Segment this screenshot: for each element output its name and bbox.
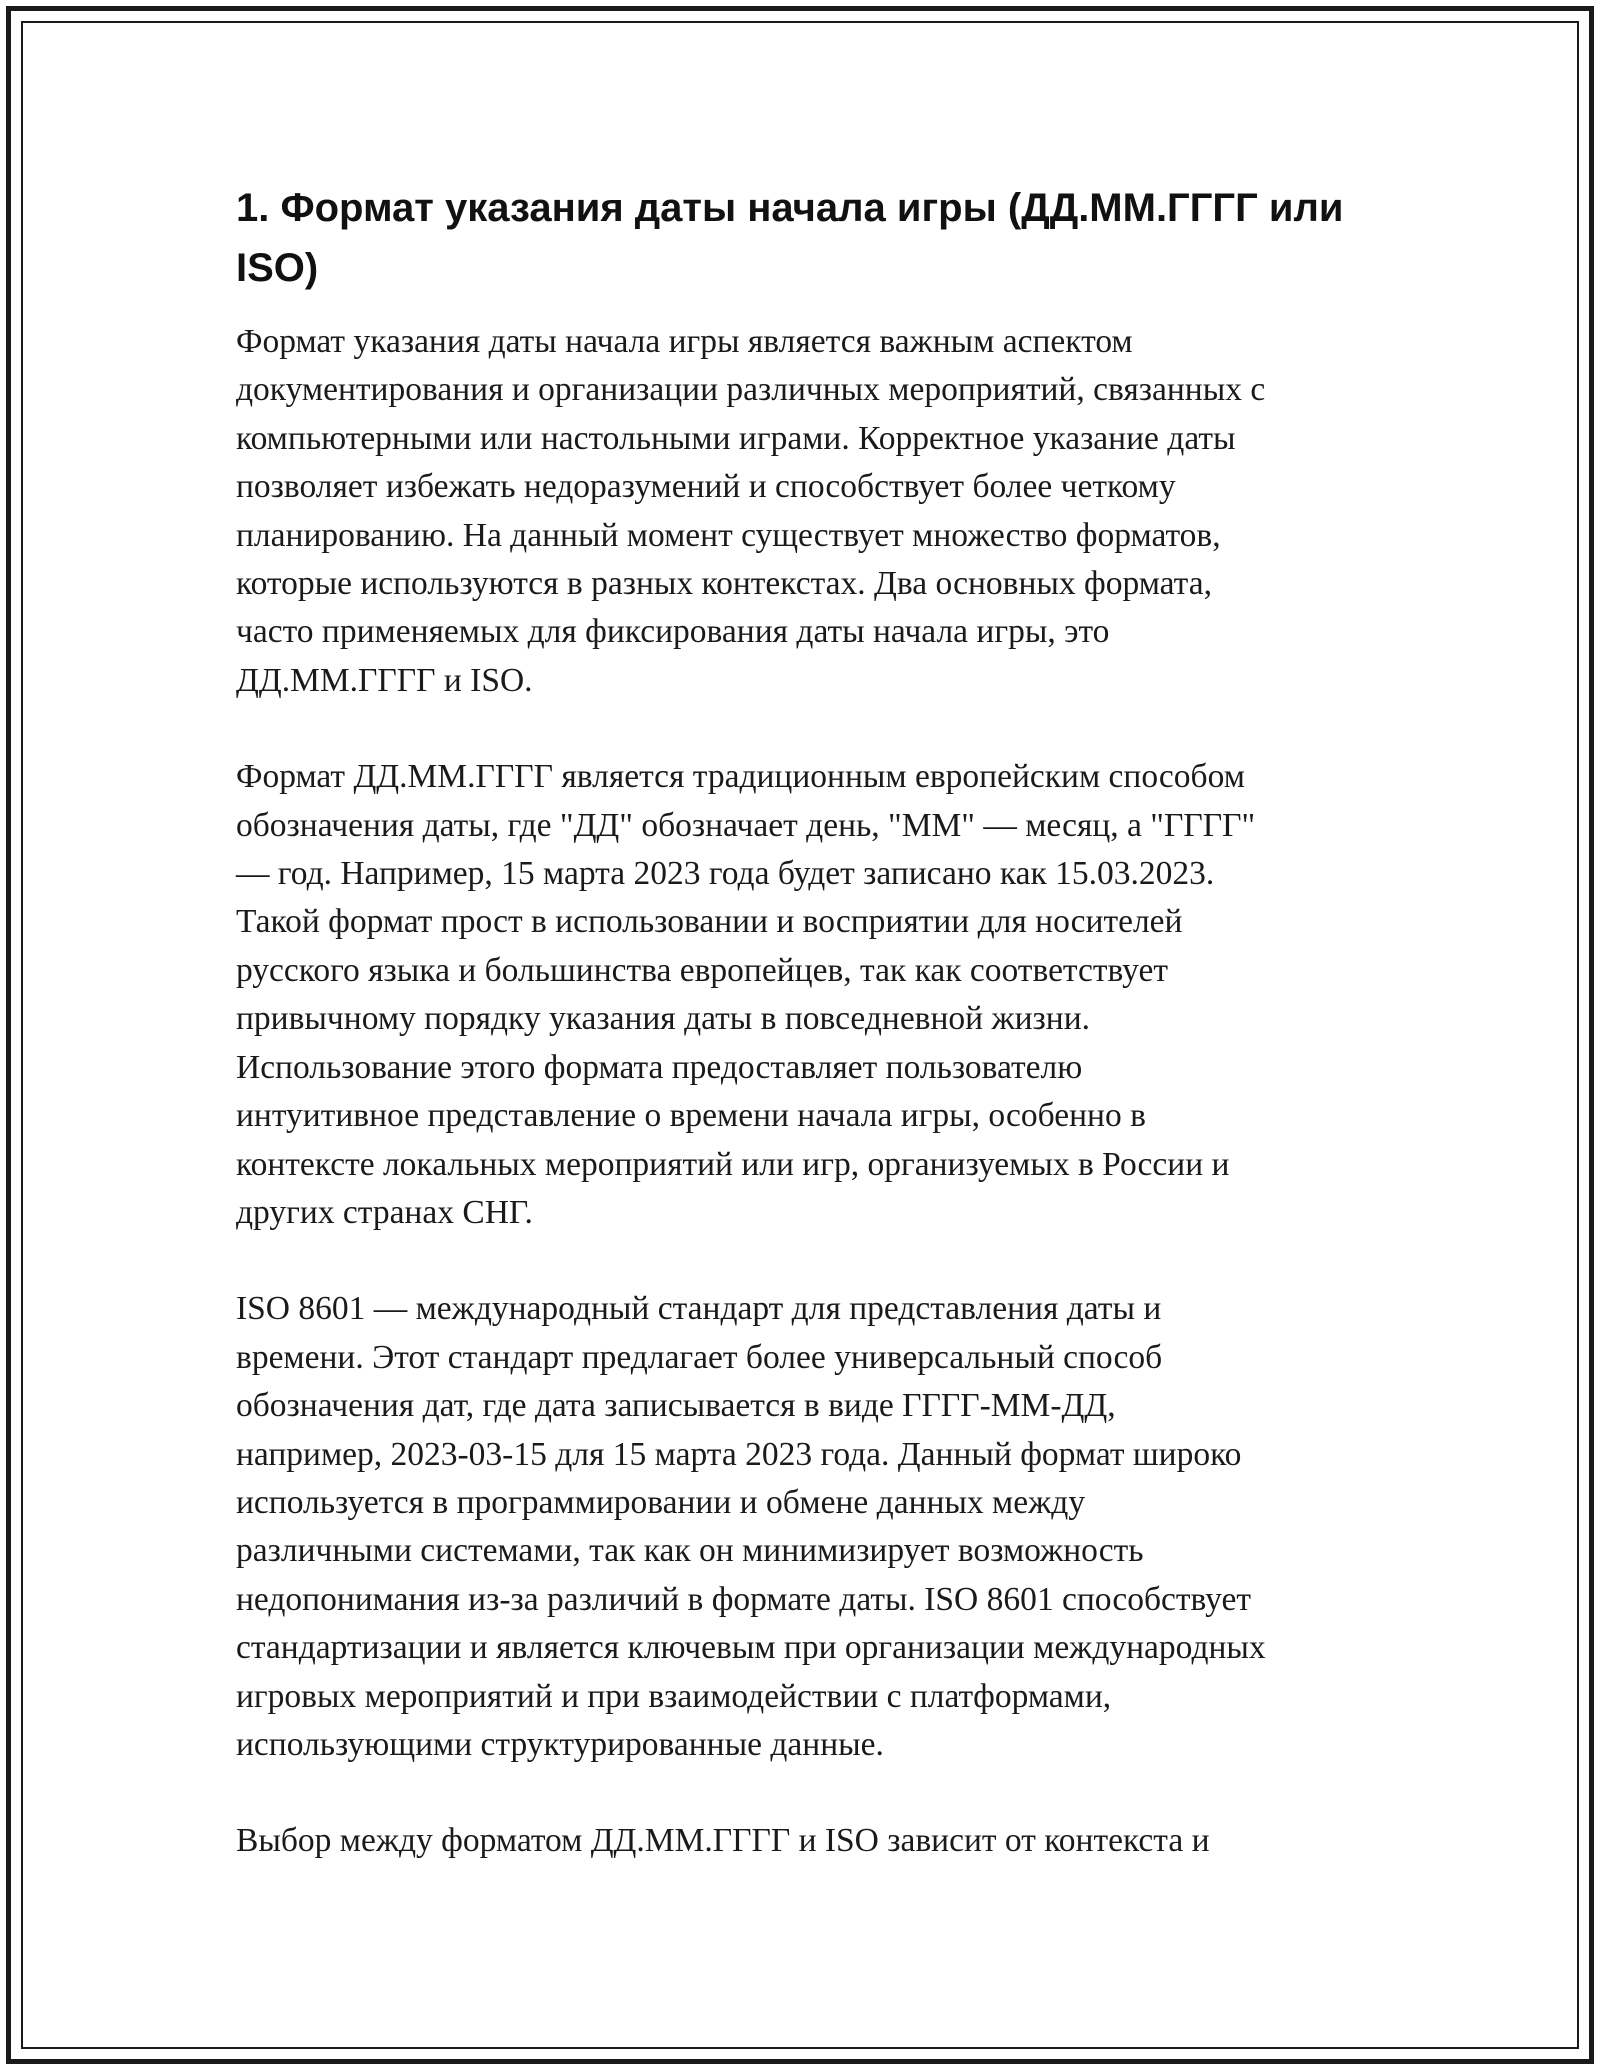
heading-line: ISO) [236, 246, 319, 290]
text-line: — год. Например, 15 марта 2023 года будет записано как 15.03.2023. [236, 855, 1215, 893]
text-line: планированию. На данный момент существует множество форматов, [236, 516, 1221, 554]
text-line: других странах СНГ. [236, 1193, 533, 1231]
text-line: стандартизации и является ключевым при организации международных [236, 1629, 1266, 1667]
document-body [236, 178, 1396, 1914]
heading-line: 1. Формат указания даты начала игры (ДД.ММ.ГГГГ или [236, 186, 1344, 230]
text-line: часто применяемых для фиксирования даты начала игры, это [236, 613, 1110, 651]
text-line: ДД.ММ.ГГГГ и ISO. [236, 661, 533, 699]
text-line: используется в программировании и обмене данных между [236, 1483, 1086, 1521]
text-line: ISO 8601 — международный стандарт для представления даты и [236, 1290, 1162, 1328]
text-line: интуитивное представление о времени начала игры, особенно в [236, 1097, 1146, 1135]
text-line: позволяет избежать недоразумений и способствует более четкому [236, 468, 1176, 506]
text-line: которые используются в разных контекстах. Два основных формата, [236, 565, 1212, 603]
text-line: Использование этого формата предоставляет пользователю [236, 1048, 1083, 1086]
text-line: времени. Этот стандарт предлагает более универсальный способ [236, 1338, 1163, 1376]
text-line: Формат ДД.ММ.ГГГГ является традиционным европейским способом [236, 758, 1245, 796]
text-line: Выбор между форматом ДД.ММ.ГГГГ и ISO зависит от контекста и [236, 1822, 1210, 1860]
text-line: недопонимания из-за различий в формате даты. ISO 8601 способствует [236, 1580, 1251, 1618]
text-line: Формат указания даты начала игры является важным аспектом [236, 323, 1133, 360]
text-line: русского языка и большинства европейцев, так как соответствует [236, 951, 1168, 989]
text-line: компьютерными или настольными играми. Корректное указание даты [236, 419, 1236, 457]
text-line: Такой формат прост в использовании и восприятии для носителей [236, 903, 1183, 941]
text-line: привычному порядку указания даты в повседневной жизни. [236, 1000, 1091, 1038]
section-heading [236, 178, 1396, 298]
text-line: обозначения дат, где дата записывается в виде ГГГГ-ММ-ДД, [236, 1387, 1116, 1425]
text-line: использующими структурированные данные. [236, 1725, 884, 1763]
text-line: например, 2023-03-15 для 15 марта 2023 года. Данный формат широко [236, 1435, 1242, 1473]
text-line: документирования и организации различных мероприятий, связанных с [236, 371, 1266, 409]
text-line: контексте локальных мероприятий или игр, организуемых в России и [236, 1145, 1230, 1183]
paragraph-intro [236, 318, 1396, 705]
text-line: обозначения даты, где "ДД" обозначает день, "ММ" — месяц, а "ГГГГ" [236, 806, 1256, 844]
text-line: различными системами, так как он минимизирует возможность [236, 1532, 1144, 1570]
paragraph-format-choice [236, 1817, 1396, 1865]
paragraph-iso-8601 [236, 1285, 1396, 1769]
paragraph-ddmmyyyy-format [236, 753, 1396, 1237]
text-line: игровых мероприятий и при взаимодействии с платформами, [236, 1677, 1112, 1715]
